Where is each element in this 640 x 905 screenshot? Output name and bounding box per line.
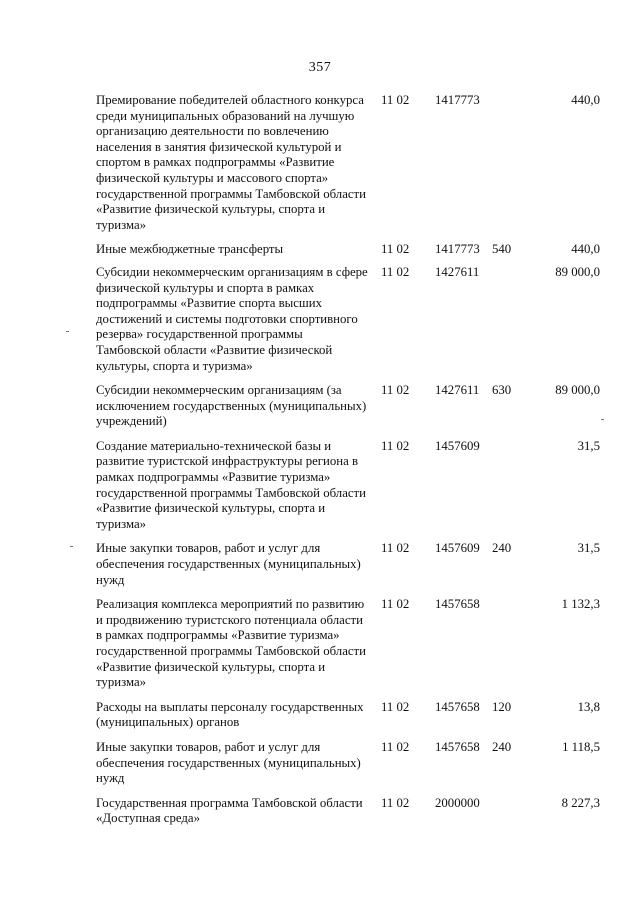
row-amount: 89 000,0 <box>555 264 600 279</box>
row-expense-type: 630 <box>492 383 512 398</box>
row-amount: 1 118,5 <box>562 739 600 754</box>
row-amount: 1 132,3 <box>561 597 600 612</box>
row-amount: 89 000,0 <box>555 383 600 398</box>
row-expense-type: 540 <box>492 242 512 257</box>
page-number: 357 <box>308 60 332 75</box>
row-section: 11 02 <box>381 242 410 257</box>
scan-speck <box>601 419 604 420</box>
row-target-article: 1417773 <box>435 93 480 107</box>
row-description: Реализация комплекса мероприятий по развитию и продвижению туристского потенциала области в рамках подпрограммы «Развитие туризма» государственной программы Тамбовской области «Развитие физической культуры, спорта и туризма» <box>96 597 366 690</box>
row-amount: 8 227,3 <box>561 795 600 810</box>
row-description: Иные межбюджетные трансферты <box>96 242 284 257</box>
row-amount: 440,0 <box>571 242 600 257</box>
row-expense-type: 120 <box>492 699 512 714</box>
row-section: 11 02 <box>381 597 410 612</box>
row-description: Субсидии некоммерческим организациям в сфере физической культуры и спорта в рамках подпрограммы «Развитие спорта высших достижений и системы подготовки спортивного резерва» государственной программы Тамбовской области «Развитие физической культуры, спорта и туризма» <box>96 264 368 373</box>
row-description: Иные закупки товаров, работ и услуг для обеспечения государственных (муниципальных) нужд <box>96 739 361 786</box>
table-row <box>96 265 616 374</box>
row-description: Премирование победителей областного конкурса среди муниципальных образований на лучшую организацию деятельности по вовлечению населения в занятия физической культурой и спортом в рамках подпрограммы «Развитие физической культуры и массового спорта» государственной программы Тамбовской области «Развитие физической культуры, спорта и туризма» <box>96 93 366 232</box>
row-description: Создание материально-технической базы и развитие туристской инфраструктуры региона в рамках подпрограммы «Развитие туризма» государственной программы Тамбовской области «Развитие физической культуры, спорта и туризма» <box>96 438 366 531</box>
row-amount: 13,8 <box>577 699 600 714</box>
row-section: 11 02 <box>381 383 410 398</box>
row-expense-type: 240 <box>492 739 512 754</box>
table-row <box>96 439 616 533</box>
row-section: 11 02 <box>381 739 410 754</box>
table-row <box>96 93 616 233</box>
row-section: 11 02 <box>381 93 410 107</box>
row-description: Субсидии некоммерческим организациям (за исключением государственных (муниципальных) учреждений) <box>96 383 367 429</box>
row-description: Иные закупки товаров, работ и услуг для обеспечения государственных (муниципальных) нужд <box>96 541 361 587</box>
table-row <box>96 541 616 588</box>
row-amount: 31,5 <box>577 541 600 556</box>
table-row <box>96 796 616 827</box>
row-section: 11 02 <box>381 541 410 556</box>
row-amount: 31,5 <box>577 438 600 453</box>
row-target-article: 1427611 <box>435 264 480 279</box>
row-target-article: 1457658 <box>435 597 480 612</box>
row-target-article: 1457658 <box>435 739 480 754</box>
row-target-article: 1457658 <box>435 699 480 714</box>
row-section: 11 02 <box>381 438 410 453</box>
row-description: Государственная программа Тамбовской области «Доступная среда» <box>96 795 363 826</box>
row-target-article: 1427611 <box>435 383 480 398</box>
scan-speck <box>66 331 69 332</box>
row-target-article: 2000000 <box>435 795 480 810</box>
row-description: Расходы на выплаты персоналу государственных (муниципальных) органов <box>96 699 364 730</box>
row-section: 11 02 <box>381 795 410 810</box>
row-target-article: 1457609 <box>435 438 480 453</box>
row-section: 11 02 <box>381 699 410 714</box>
table-row <box>96 242 616 258</box>
row-section: 11 02 <box>381 264 410 279</box>
scan-speck <box>70 546 73 547</box>
table-row <box>96 740 616 787</box>
table-row <box>96 597 616 691</box>
row-amount: 440,0 <box>571 93 600 107</box>
row-target-article: 1457609 <box>435 541 480 556</box>
row-target-article: 1417773 <box>435 242 480 257</box>
budget-table <box>96 93 616 836</box>
table-row <box>96 383 616 430</box>
row-expense-type: 240 <box>492 541 512 556</box>
table-row <box>96 700 616 731</box>
